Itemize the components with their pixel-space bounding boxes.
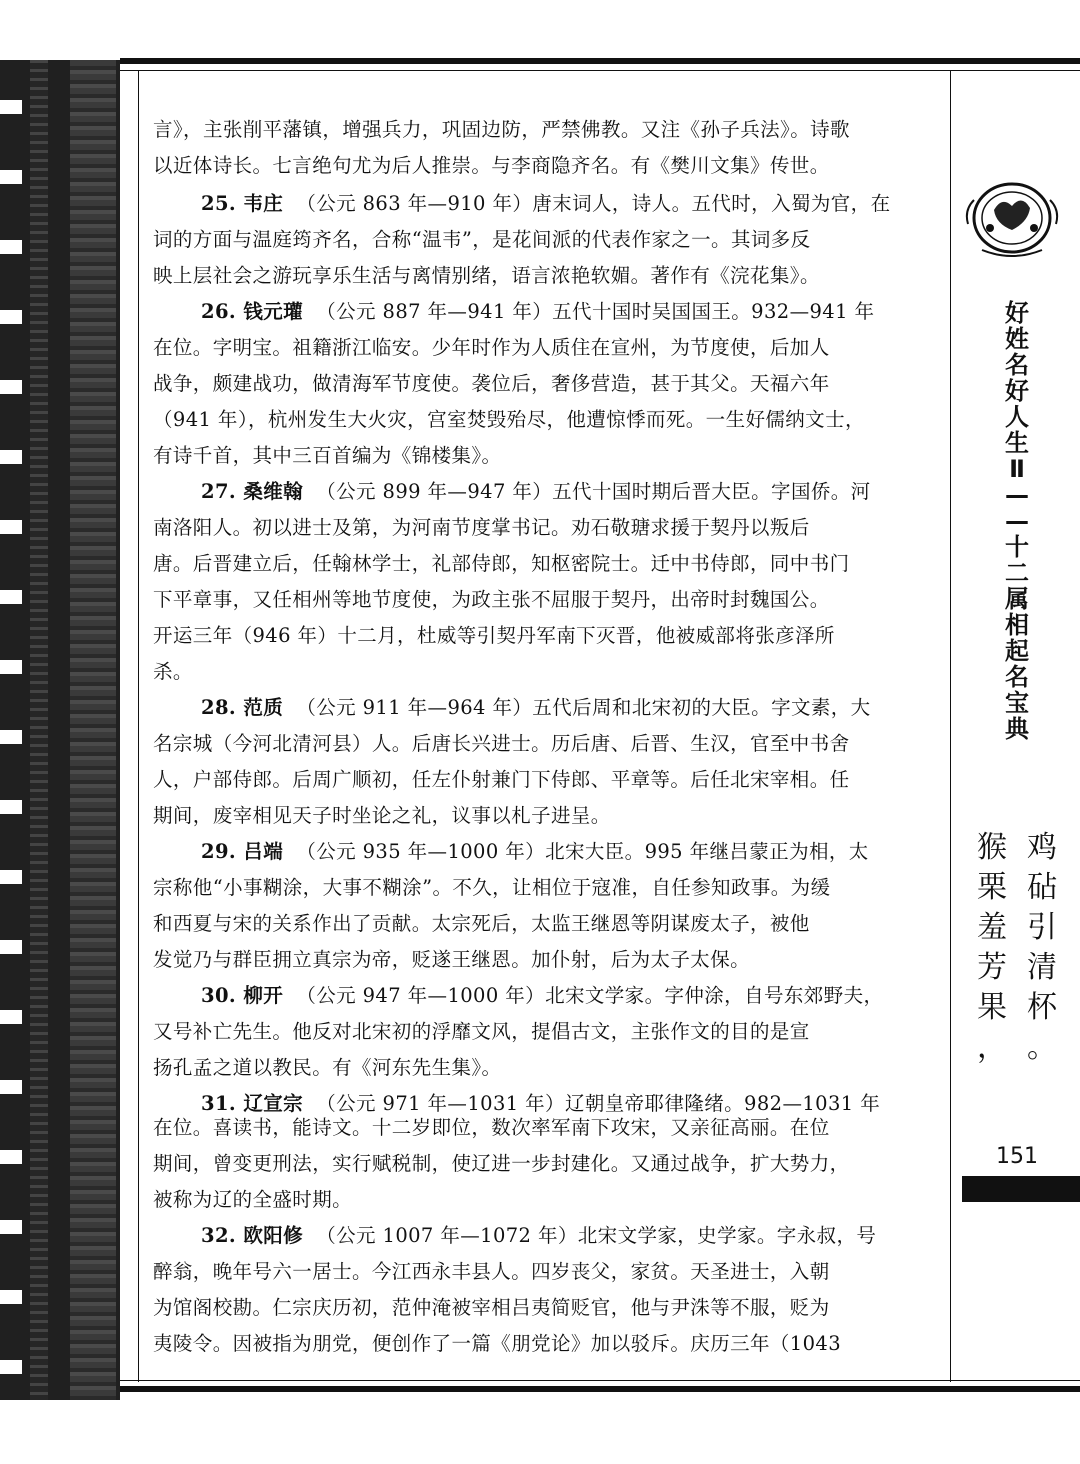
title-char: 起 <box>1005 637 1029 665</box>
spine-notch <box>0 660 22 674</box>
title-char: — <box>1005 507 1029 535</box>
spine-notch <box>0 520 22 534</box>
spine-notch <box>0 450 22 464</box>
poem-column-right <box>1024 828 1060 1068</box>
poem-char: 砧 <box>1027 870 1057 905</box>
text-line: 宗称他“小事糊涂，大事不糊涂”。不久，让相位于寇准，自任参知政事。为缓 <box>153 876 831 899</box>
entry-name: 31. 辽宣宗 <box>201 1092 304 1115</box>
text-line: 在位。喜读书，能诗文。十二岁即位，数次率军南下攻宋，又亲征高丽。在位 <box>153 1116 830 1139</box>
poem-column-left <box>974 828 1010 1068</box>
text-line: 扬孔孟之道以教民。有《河东先生集》。 <box>153 1056 502 1079</box>
text-line: 下平章事，又任相州等地节度使，为政主张不屈服于契丹，出帝时封魏国公。 <box>153 588 830 611</box>
title-char: 二 <box>1005 559 1029 587</box>
spine-notch <box>0 1360 22 1374</box>
title-char: 典 <box>1005 715 1029 743</box>
title-char: 十 <box>1005 533 1029 561</box>
body-text-continued <box>153 1116 943 1390</box>
text-line: 映上层社会之游玩享乐生活与离情别绪，语言浓艳软媚。著作有《浣花集》。 <box>153 264 820 287</box>
poem-char: 引 <box>1027 910 1057 945</box>
text-line: 为馆阁校勘。仁宗庆历初，范仲淹被宰相吕夷简贬官，他与尹洙等不服，贬为 <box>153 1296 830 1319</box>
poem-char: 。 <box>1027 1030 1057 1065</box>
page-number: 151 <box>996 1144 1038 1169</box>
text-line: 南洛阳人。初以进士及第，为河南节度掌书记。劝石敬瑭求援于契丹以叛后 <box>153 516 810 539</box>
zodiac-emblem-icon <box>960 170 1064 266</box>
spine-notch <box>0 1220 22 1234</box>
entry-name: 32. 欧阳修 <box>201 1224 304 1247</box>
entry-heading-line: 27. 桑维翰 （公元 899 年—947 年）五代十国时期后晋大臣。字国侨。河 <box>201 480 871 503</box>
title-char: 相 <box>1005 611 1029 639</box>
text-frame-left <box>138 70 139 1382</box>
entry-heading-line: 32. 欧阳修 （公元 1007 年—1072 年）北宋文学家，史学家。字永叔，号 <box>201 1224 877 1247</box>
title-char: 属 <box>1005 585 1029 613</box>
entry-name: 25. 韦庄 <box>201 192 284 215</box>
entry-heading-line: 26. 钱元瓘 （公元 887 年—941 年）五代十国时吴国国王。932—941 年 <box>201 300 875 323</box>
text-line: 名宗城（今河北清河县）人。后唐长兴进士。历后唐、后晋、生汉，官至中书舍 <box>153 732 850 755</box>
entry-name: 28. 范质 <box>201 696 284 719</box>
text-line: 开运三年（946 年）十二月，杜威等引契丹军南下灭晋，他被威部将张彦泽所 <box>153 624 835 647</box>
spine-notch <box>0 730 22 744</box>
text-line: 期间，废宰相见天子时坐论之礼，议事以札子进呈。 <box>153 804 611 827</box>
poem-char: 果 <box>977 990 1007 1025</box>
text-line: 期间，曾变更刑法，实行赋税制，使辽进一步封建化。又通过战争，扩大势力， <box>153 1152 850 1175</box>
text-line: 有诗千首，其中三百首编为《锦楼集》。 <box>153 444 502 467</box>
spine-notch <box>0 870 22 884</box>
poem-char: ， <box>977 1030 1007 1065</box>
text-line: 夷陵令。因被指为朋党，便创作了一篇《朋党论》加以驳斥。庆历三年（1043 <box>153 1332 842 1355</box>
title-char: Ⅱ <box>1009 455 1025 483</box>
entry-name: 30. 柳开 <box>201 984 284 1007</box>
text-frame-right <box>950 70 951 1382</box>
title-char: 生 <box>1005 429 1029 457</box>
text-line: 在位。字明宝。祖籍浙江临安。少年时作为人质住在宣州，为节度使，后加人 <box>153 336 830 359</box>
entry-name: 26. 钱元瓘 <box>201 300 304 323</box>
top-rule-thick <box>120 58 1080 64</box>
text-line: 杀。 <box>153 660 193 683</box>
spine-notch <box>0 240 22 254</box>
text-line: （941 年），杭州发生大火灾，宫室焚毁殆尽，他遭惊悸而死。一生好儒纳文士， <box>153 408 865 431</box>
text-line: 又号补亡先生。他反对北宋初的浮靡文风，提倡古文，主张作文的目的是宣 <box>153 1020 810 1043</box>
book-spine <box>0 60 120 1400</box>
spine-notch <box>0 590 22 604</box>
spine-notch <box>0 380 22 394</box>
poem-char: 栗 <box>977 870 1007 905</box>
entry-heading-line: 30. 柳开 （公元 947 年—1000 年）北宋文学家。字仲涂，自号东郊野夫， <box>201 984 884 1007</box>
title-char: 名 <box>1005 351 1029 379</box>
text-line: 战争，颇建战功，做清海军节度使。袭位后，奢侈营造，甚于其父。天福六年 <box>153 372 830 395</box>
spine-notch <box>0 1150 22 1164</box>
text-line: 言》，主张削平藩镇，增强兵力，巩固边防，严禁佛教。又注《孙子兵法》。诗歌 <box>153 118 850 141</box>
entry-heading-line: 28. 范质 （公元 911 年—964 年）五代后周和北宋初的大臣。字文素，大 <box>201 696 871 719</box>
title-char: — <box>1005 481 1029 509</box>
entry-name: 27. 桑维翰 <box>201 480 304 503</box>
title-char: 姓 <box>1005 325 1029 353</box>
poem-char: 杯 <box>1027 990 1057 1025</box>
spine-texture <box>70 60 116 1400</box>
entry-name: 29. 吕端 <box>201 840 284 863</box>
spine-texture <box>30 60 48 1400</box>
text-line: 以近体诗长。七言绝句尤为后人推崇。与李商隐齐名。有《樊川文集》传世。 <box>153 154 830 177</box>
poem-char: 清 <box>1027 950 1057 985</box>
title-char: 宝 <box>1005 689 1029 717</box>
text-line: 人，户部侍郎。后周广顺初，任左仆射兼门下侍郎、平章等。后任北宋宰相。任 <box>153 768 850 791</box>
spine-notch <box>0 1080 22 1094</box>
text-line: 和西夏与宋的关系作出了贡献。太宗死后，太监王继恩等阴谋废太子，被他 <box>153 912 810 935</box>
text-line: 发觉乃与群臣拥立真宗为帝，贬遂王继恩。加仆射，后为太子太保。 <box>153 948 751 971</box>
entry-heading-line: 29. 吕端 （公元 935 年—1000 年）北宋大臣。995 年继吕蒙正为相，太 <box>201 840 869 863</box>
text-line: 唐。后晋建立后，任翰林学士，礼部侍郎，知枢密院士。迁中书侍郎，同中书门 <box>153 552 850 575</box>
poem-char: 芳 <box>977 950 1007 985</box>
spine-notch <box>0 1010 22 1024</box>
poem-char: 鸡 <box>1027 830 1057 865</box>
body-text <box>153 112 943 1115</box>
entry-heading-line: 25. 韦庄 （公元 863 年—910 年）唐末词人，诗人。五代时，入蜀为官，在 <box>201 192 891 215</box>
page-number-bar <box>962 1176 1080 1202</box>
spine-notch <box>0 100 22 114</box>
text-line: 被称为辽的全盛时期。 <box>153 1188 353 1211</box>
title-char: 人 <box>1005 403 1029 431</box>
spine-notch <box>0 310 22 324</box>
spine-notch <box>0 940 22 954</box>
spine-notch <box>0 170 22 184</box>
spine-notch <box>0 800 22 814</box>
entry-heading-line: 31. 辽宣宗 （公元 971 年—1031 年）辽朝皇帝耶律隆绪。982—1031 年 <box>201 1092 881 1115</box>
poem-char: 羞 <box>977 910 1007 945</box>
title-char: 好 <box>1005 299 1029 327</box>
book-title-vertical <box>1002 300 1032 742</box>
text-line: 醉翁，晚年号六一居士。今江西永丰县人。四岁丧父，家贫。天圣进士，入朝 <box>153 1260 830 1283</box>
title-char: 好 <box>1005 377 1029 405</box>
spine-notch <box>0 1290 22 1304</box>
title-char: 名 <box>1005 663 1029 691</box>
text-line: 词的方面与温庭筠齐名，合称“温韦”，是花间派的代表作家之一。其词多反 <box>153 228 811 251</box>
top-rule-thin <box>120 70 1080 71</box>
poem-char: 猴 <box>977 830 1007 865</box>
